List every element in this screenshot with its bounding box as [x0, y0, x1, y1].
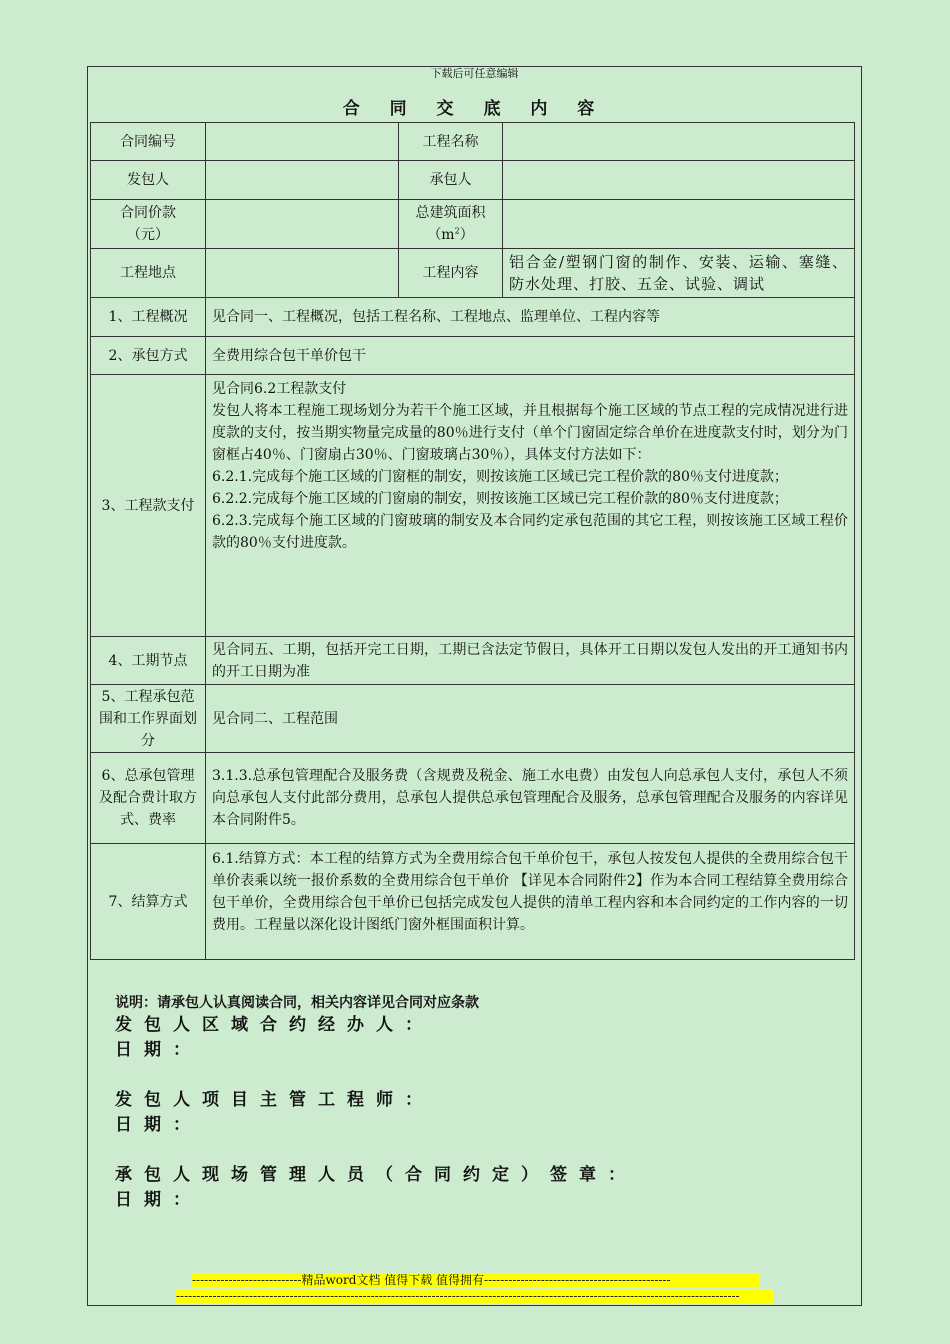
reading-note: 说明：请承包人认真阅读合同，相关内容详见合同对应条款	[115, 995, 479, 1011]
section-label: 5、工程承包范围和工作界面划分	[91, 685, 206, 753]
section-text: 6.1.结算方式：本工程的结算方式为全费用综合包干单价包干，承包人按发包人提供的全费用综合包干单价表乘以统一报价系数的全费用综合包干单价 【详见本合同附件2】作为本合同工程结算全费用综合包干单价，全费用综合包干单价已包括完成发包人提供的清单工程内容和本合同约定的工作内容的一切费用。工程量以深化设计图纸门窗外框围面积计算。	[206, 844, 855, 960]
signature-title: 发包人区域合约经办人：	[115, 1015, 434, 1035]
area-unit-sup: 2	[454, 226, 460, 236]
section-label: 6、总承包管理及配合费计取方式、费率	[91, 753, 206, 844]
section-label: 7、结算方式	[91, 844, 206, 960]
table-row	[91, 161, 855, 200]
area-unit-open: （m	[427, 227, 455, 243]
footer-banner-2: -------------------------------------------------------------------------------------------------------------------------------------------	[176, 1289, 774, 1304]
area-label-line2	[405, 224, 496, 246]
signature-date: 日期：	[115, 1115, 202, 1135]
price-label-line2: （元）	[127, 227, 169, 243]
page-title: 合 同 交 底 内 容	[342, 99, 607, 119]
location-label: 工程地点	[91, 249, 206, 298]
paragraph: 发包人将本工程施工现场划分为若干个施工区域，并且根据每个施工区域的节点工程的完成情况进行进度款的支付，按当期实物量完成量的80％进行支付（单个门窗固定综合单价在进度款支付时，划分为门窗框占40％、门窗扇占30％、门窗玻璃占30％），具体支付方法如下：	[212, 403, 848, 463]
section-text: 全费用综合包干单价包干	[206, 337, 855, 375]
paragraph: 6.2.2.完成每个施工区域的门窗扇的制安，则按该施工区域已完工程价款的80％支付进度款；	[212, 491, 788, 507]
section-label: 2、承包方式	[91, 337, 206, 375]
project-name-label: 工程名称	[399, 123, 503, 161]
table-row	[91, 637, 855, 685]
price-label-line1: 合同价款	[120, 205, 176, 221]
table-row	[91, 298, 855, 337]
section-text: 3.1.3.总承包管理配合及服务费（含规费及税金、施工水电费）由发包人向总承包人支付，承包人不须向总承包人支付此部分费用，总承包人提供总承包管理配合及服务，总承包管理配合及服务的内容详见本合同附件5。	[206, 753, 855, 844]
signature-block-2	[115, 1088, 835, 1138]
table-row	[91, 200, 855, 249]
section-text: 见合同五、工期，包括开完工日期，工期已含法定节假日，具体开工日期以发包人发出的开工通知书内的开工日期为准	[206, 637, 855, 685]
signature-date: 日期：	[115, 1190, 202, 1210]
table-row	[91, 753, 855, 844]
paragraph: 6.2.1.完成每个施工区域的门窗框的制安，则按该施工区域已完工程价款的80％支付进度款；	[212, 469, 788, 485]
section-text: 见合同一、工程概况，包括工程名称、工程地点、监理单位、工程内容等	[206, 298, 855, 337]
section-text	[206, 375, 855, 637]
area-unit-close: ）	[459, 227, 474, 243]
content-value: 铝合金/塑钢门窗的制作、安装、运输、塞缝、防水处理、打胶、五金、试验、调试	[503, 249, 855, 298]
table-row	[91, 844, 855, 960]
signature-block-1	[115, 1013, 835, 1063]
contractor-label: 承包人	[399, 161, 503, 200]
content-label: 工程内容	[399, 249, 503, 298]
price-value	[206, 200, 399, 249]
employer-value	[206, 161, 399, 200]
location-value	[206, 249, 399, 298]
area-label	[399, 200, 503, 249]
footer-divider	[112, 1305, 836, 1306]
contract-no-value	[206, 123, 399, 161]
section-label: 1、工程概况	[91, 298, 206, 337]
price-label	[91, 200, 206, 249]
footer-banner-1: ---------------------------精品word文档 值得下载 值得拥有----------------------------------------------	[192, 1273, 760, 1288]
paragraph: 6.2.3.完成每个施工区域的门窗玻璃的制安及本合同约定承包范围的其它工程，则按该施工区域工程价款的80％支付进度款。	[212, 513, 848, 551]
section-label: 3、工程款支付	[91, 375, 206, 637]
signature-block-3	[115, 1163, 835, 1213]
signature-title: 发包人项目主管工程师：	[115, 1090, 434, 1110]
employer-label: 发包人	[91, 161, 206, 200]
area-label-line1: 总建筑面积	[415, 205, 486, 221]
paragraph: 见合同6.2工程款支付	[212, 381, 347, 397]
contract-no-label: 合同编号	[91, 123, 206, 161]
header-note: 下载后可任意编辑	[430, 67, 519, 80]
signature-date: 日期：	[115, 1040, 202, 1060]
table-row	[91, 337, 855, 375]
section-text: 见合同二、工程范围	[206, 685, 855, 753]
section-label: 4、工期节点	[91, 637, 206, 685]
table-row	[91, 685, 855, 753]
contractor-value	[503, 161, 855, 200]
table-row	[91, 123, 855, 161]
contract-table	[90, 122, 855, 960]
table-row	[91, 249, 855, 298]
project-name-value	[503, 123, 855, 161]
signature-title: 承包人现场管理人员（合同约定）签章：	[115, 1165, 637, 1185]
area-value	[503, 200, 855, 249]
table-row	[91, 375, 855, 637]
